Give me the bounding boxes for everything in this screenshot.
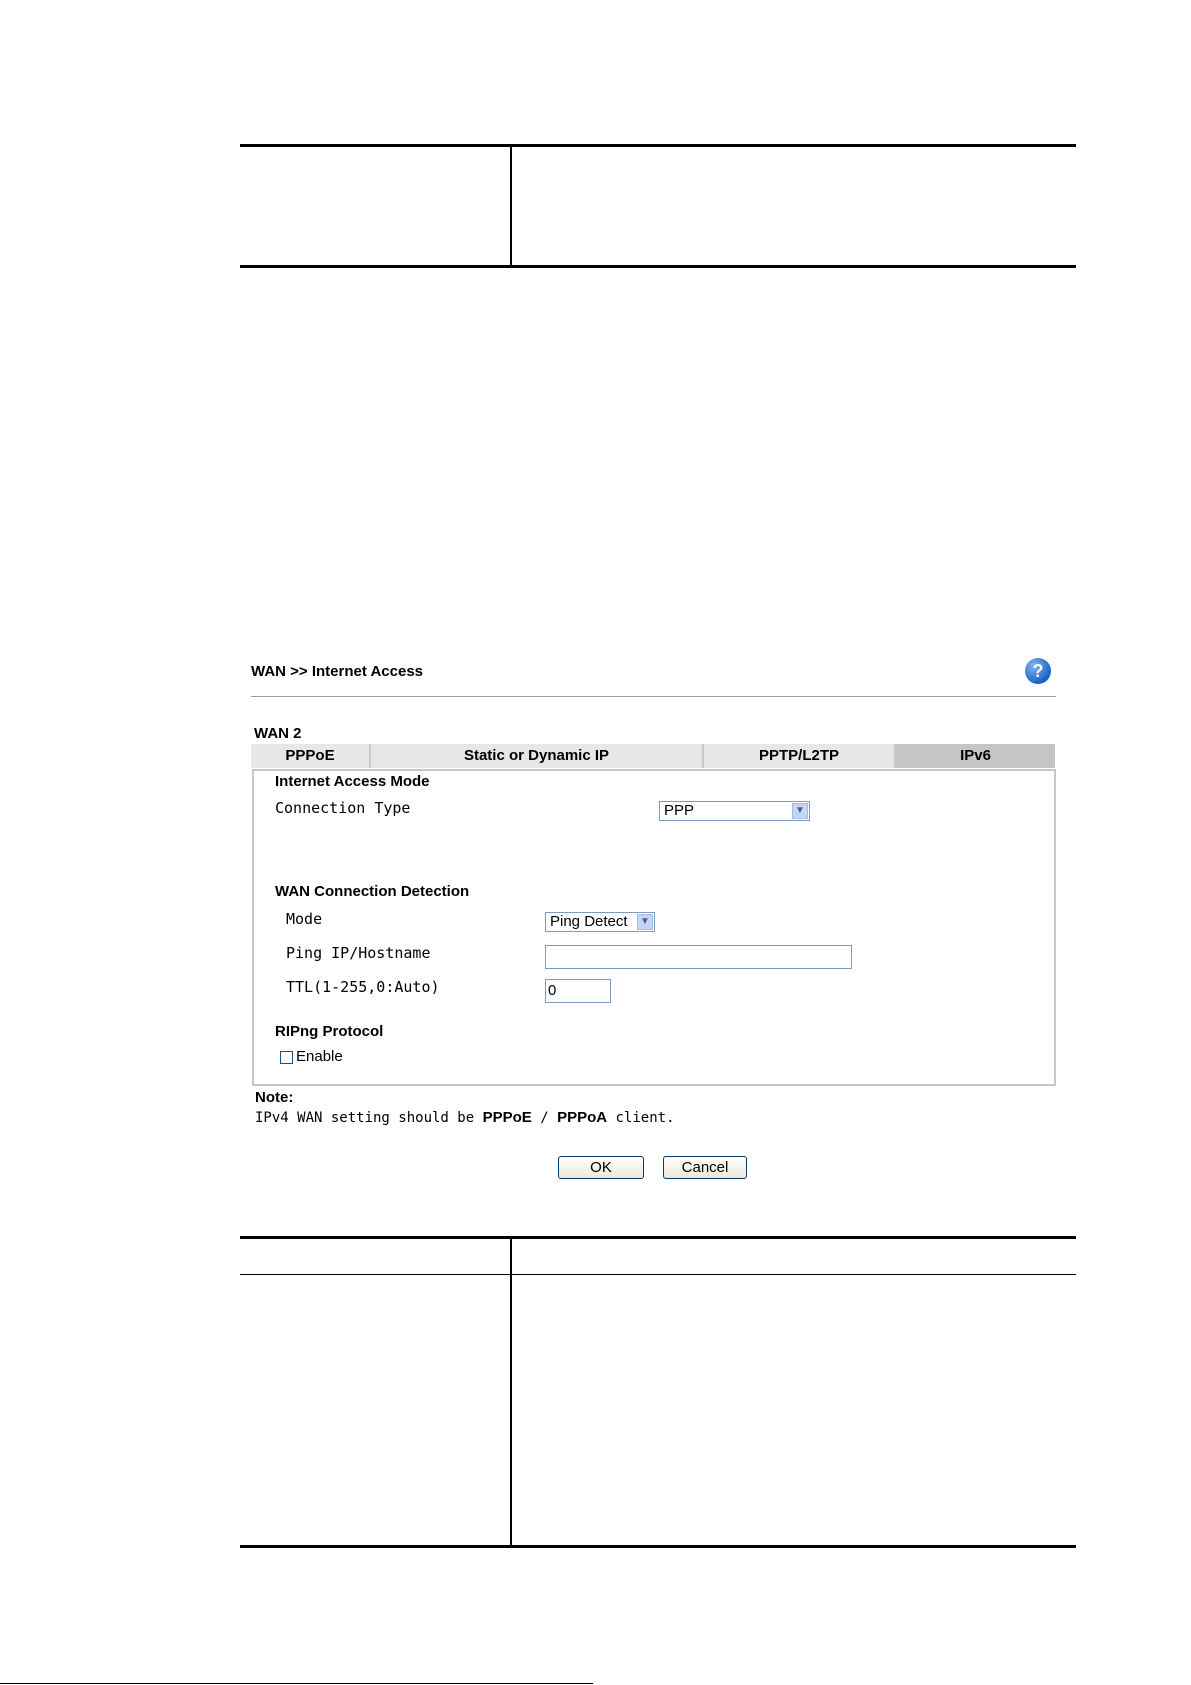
- wan-label: WAN 2: [254, 725, 302, 742]
- table-bottom-rule: [240, 265, 1076, 268]
- table-header-rule: [240, 1274, 1076, 1275]
- mode-select[interactable]: [545, 912, 655, 932]
- ping-hostname-label: Ping IP/Hostname: [286, 944, 431, 962]
- note-title: Note:: [255, 1089, 294, 1106]
- ping-hostname-input[interactable]: [545, 945, 852, 969]
- chevron-down-icon: ▼: [637, 914, 653, 930]
- cancel-button[interactable]: Cancel: [663, 1156, 747, 1179]
- tab-static-dynamic-ip[interactable]: Static or Dynamic IP: [371, 744, 704, 768]
- table-column-divider: [510, 1239, 512, 1545]
- title-divider: [251, 696, 1056, 697]
- ripng-protocol-title: RIPng Protocol: [275, 1023, 384, 1040]
- note-prefix: IPv4 WAN setting should be: [255, 1110, 483, 1126]
- ripng-enable-checkbox[interactable]: [280, 1051, 293, 1064]
- connection-type-value: PPP: [664, 802, 695, 819]
- doc-table-top: [240, 144, 1076, 268]
- tab-bar: [251, 744, 1055, 768]
- mode-value: Ping Detect: [550, 913, 628, 930]
- wan-connection-detection-title: WAN Connection Detection: [275, 883, 470, 900]
- tab-ipv6[interactable]: IPv6: [896, 744, 1055, 768]
- ripng-enable-label: Enable: [296, 1048, 343, 1065]
- note-separator: /: [531, 1110, 558, 1126]
- internet-access-mode-title: Internet Access Mode: [275, 773, 430, 790]
- note-suffix: client.: [607, 1110, 675, 1126]
- ttl-label: TTL(1-255,0:Auto): [286, 978, 440, 996]
- note-text: [255, 1109, 675, 1126]
- mode-label: Mode: [286, 910, 323, 928]
- help-icon[interactable]: ?: [1025, 658, 1051, 684]
- chevron-down-icon: ▼: [792, 803, 808, 819]
- table-column-divider: [510, 147, 512, 265]
- table-bottom-rule: [240, 1545, 1076, 1548]
- page-title: WAN >> Internet Access: [251, 663, 424, 680]
- ok-button[interactable]: OK: [558, 1156, 644, 1179]
- note-pppoe: PPPoE: [482, 1109, 532, 1126]
- connection-type-label: Connection Type: [275, 799, 411, 817]
- table-top-rule: [240, 1236, 1076, 1239]
- ttl-input[interactable]: 0: [545, 979, 611, 1003]
- connection-type-select[interactable]: [659, 801, 810, 821]
- tab-pppoe[interactable]: PPPoE: [251, 744, 371, 768]
- ipv6-settings-panel: [252, 769, 1056, 1086]
- table-top-rule: [240, 144, 1076, 147]
- doc-table-bottom: [240, 1236, 1076, 1548]
- note-pppoa: PPPoA: [557, 1109, 608, 1126]
- footnote-rule: [0, 1683, 593, 1684]
- tab-pptp-l2tp[interactable]: PPTP/L2TP: [704, 744, 896, 768]
